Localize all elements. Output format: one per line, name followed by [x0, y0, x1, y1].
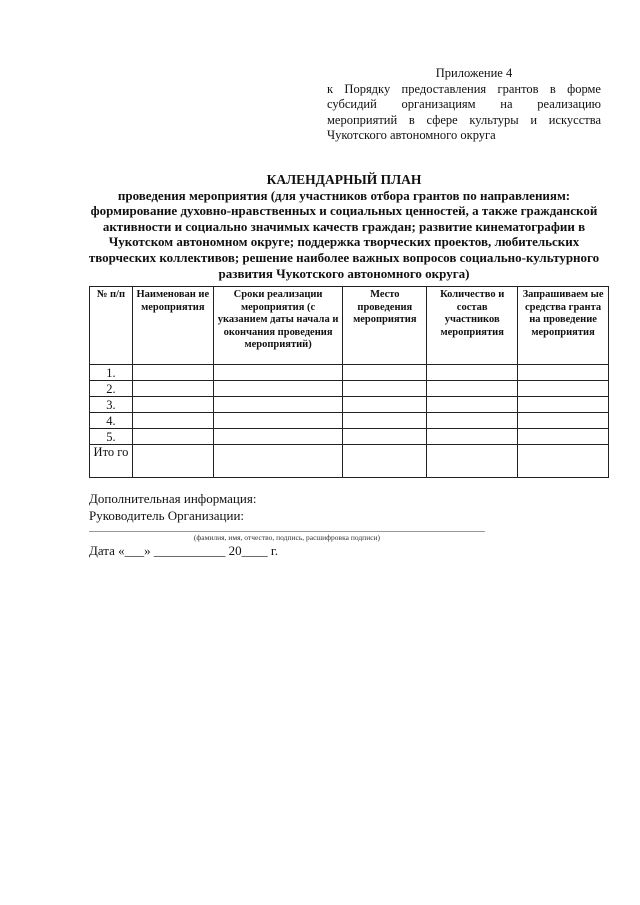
table-row: [90, 429, 609, 445]
table-cell[interactable]: [518, 429, 609, 445]
table-cell[interactable]: [132, 413, 213, 429]
table-cell[interactable]: [427, 397, 518, 413]
title-line: творческих коллективов; решение наиболее важных вопросов социально-культурного: [88, 249, 600, 265]
table-cell[interactable]: [343, 381, 427, 397]
appendix-number: Приложение 4: [435, 66, 513, 80]
calendar-plan-table: [89, 286, 609, 478]
table-cell[interactable]: [518, 365, 609, 381]
table-row: [90, 365, 609, 381]
appendix-line: мероприятий в сфере культуры и искусства: [327, 112, 601, 127]
title-line: формирование духовно-нравственных и социальных ценностей, а также гражданской: [90, 203, 598, 219]
table-cell[interactable]: [427, 413, 518, 429]
table-cell[interactable]: [132, 381, 213, 397]
table-cell[interactable]: [343, 429, 427, 445]
table-cell[interactable]: [213, 365, 343, 381]
title-line: Чукотском автономном округе; поддержка творческих проектов, любительских: [108, 234, 580, 250]
appendix-line: субсидий организациям на реализацию: [327, 97, 601, 112]
row-number: 2.: [90, 381, 133, 397]
table-cell[interactable]: [343, 397, 427, 413]
table-cell[interactable]: [343, 413, 427, 429]
row-number: 1.: [90, 365, 133, 381]
header-participants: Количество и состав участников мероприятия: [427, 287, 518, 365]
header-event-name: Наименован ие мероприятия: [132, 287, 213, 365]
footer-info: [89, 491, 256, 524]
title-line: проведения мероприятия (для участников отбора грантов по направлениям:: [117, 187, 571, 203]
signature-line[interactable]: [89, 531, 485, 532]
total-label: Ито го: [90, 445, 133, 478]
table-cell[interactable]: [213, 445, 343, 478]
table-header-row: [90, 287, 609, 365]
document-title: [88, 172, 600, 281]
table-cell[interactable]: [132, 397, 213, 413]
table-cell[interactable]: [132, 365, 213, 381]
table-cell[interactable]: [518, 397, 609, 413]
table-row: [90, 397, 609, 413]
header-number: № п/п: [90, 287, 133, 365]
table-total-row: [90, 445, 609, 478]
table-cell[interactable]: [427, 381, 518, 397]
head-of-org-label: Руководитель Организации:: [89, 507, 245, 523]
appendix-line: Чукотского автономного округа: [327, 128, 496, 143]
table-cell[interactable]: [427, 429, 518, 445]
row-number: 5.: [90, 429, 133, 445]
table-cell[interactable]: [518, 381, 609, 397]
table-cell[interactable]: [213, 381, 343, 397]
appendix-block: [327, 66, 601, 144]
table-cell[interactable]: [427, 445, 518, 478]
appendix-line: к Порядку предоставления грантов в форме: [327, 81, 601, 96]
table-cell[interactable]: [518, 413, 609, 429]
title-line: развития Чукотского автономного округа): [218, 265, 470, 281]
additional-info-label: Дополнительная информация:: [89, 491, 257, 506]
table-cell[interactable]: [132, 445, 213, 478]
table-cell[interactable]: [427, 365, 518, 381]
table-cell[interactable]: [343, 365, 427, 381]
table-cell[interactable]: [132, 429, 213, 445]
table-cell[interactable]: [343, 445, 427, 478]
title-line: активности и социально значимых качеств граждан; развитие кинематографии в: [102, 218, 586, 234]
table-cell[interactable]: [213, 429, 343, 445]
date-line: Дата «___» ___________ 20____ г.: [89, 543, 279, 558]
table-row: [90, 413, 609, 429]
title-main: КАЛЕНДАРНЫЙ ПЛАН: [266, 172, 422, 187]
header-dates: Сроки реализации мероприятия (с указанием даты начала и окончания проведения мероприятий): [213, 287, 343, 365]
header-requested-funds: Запрашиваем ые средства гранта на проведение мероприятия: [518, 287, 609, 365]
table-cell[interactable]: [518, 445, 609, 478]
table-row: [90, 381, 609, 397]
table-cell[interactable]: [213, 413, 343, 429]
header-location: Место проведения мероприятия: [343, 287, 427, 365]
signature-caption: (фамилия, имя, отчество, подпись, расшифровка подписи): [193, 533, 381, 542]
row-number: 4.: [90, 413, 133, 429]
table-cell[interactable]: [213, 397, 343, 413]
row-number: 3.: [90, 397, 133, 413]
